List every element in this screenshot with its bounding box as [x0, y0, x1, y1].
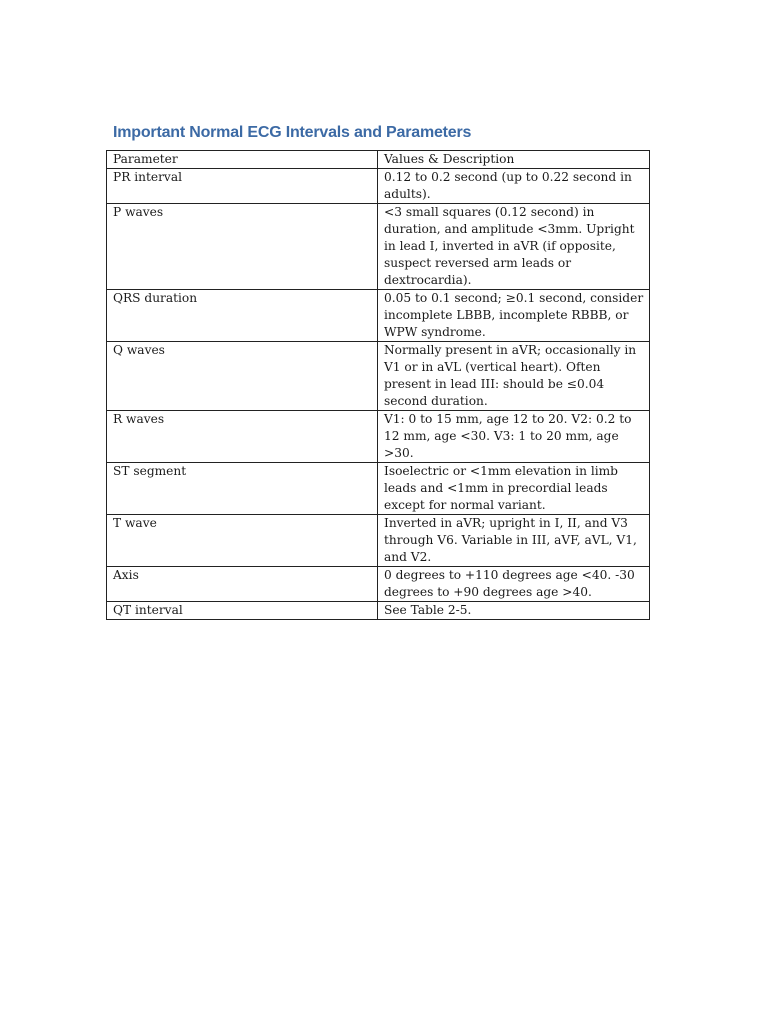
table-row — [107, 515, 650, 567]
table-row — [107, 290, 650, 342]
table-row — [107, 602, 650, 620]
description-cell: <3 small squares (0.12 second) in duration, and amplitude <3mm. Upright in lead I, inverted in aVR (if opposite, suspect reversed arm leads or dextrocardia). — [378, 204, 650, 290]
parameter-cell: Q waves — [107, 342, 378, 411]
description-cell: 0 degrees to +110 degrees age <40. -30 degrees to +90 degrees age >40. — [378, 567, 650, 602]
description-cell: Normally present in aVR; occasionally in V1 or in aVL (vertical heart). Often present in lead III: should be ≤0.04 second duration. — [378, 342, 650, 411]
description-cell: See Table 2-5. — [378, 602, 650, 620]
table-row — [107, 169, 650, 204]
parameter-cell: QT interval — [107, 602, 378, 620]
parameter-cell: ST segment — [107, 463, 378, 515]
column-header-parameter: Parameter — [107, 151, 378, 169]
parameter-cell: QRS duration — [107, 290, 378, 342]
table-row — [107, 463, 650, 515]
document-title: Important Normal ECG Intervals and Parameters — [113, 124, 472, 141]
description-cell: Inverted in aVR; upright in I, II, and V3 through V6. Variable in III, aVF, aVL, V1, and V2. — [378, 515, 650, 567]
parameter-cell: Axis — [107, 567, 378, 602]
parameter-cell: PR interval — [107, 169, 378, 204]
table-row — [107, 567, 650, 602]
description-cell: Isoelectric or <1mm elevation in limb leads and <1mm in precordial leads except for normal variant. — [378, 463, 650, 515]
ecg-parameters-table — [106, 150, 650, 620]
description-cell: V1: 0 to 15 mm, age 12 to 20. V2: 0.2 to 12 mm, age <30. V3: 1 to 20 mm, age >30. — [378, 411, 650, 463]
table-row — [107, 411, 650, 463]
parameter-cell: T wave — [107, 515, 378, 567]
parameter-cell: P waves — [107, 204, 378, 290]
table-header-row — [107, 151, 650, 169]
table-row — [107, 342, 650, 411]
column-header-values-description: Values & Description — [378, 151, 650, 169]
description-cell: 0.12 to 0.2 second (up to 0.22 second in adults). — [378, 169, 650, 204]
table-row — [107, 204, 650, 290]
parameter-cell: R waves — [107, 411, 378, 463]
description-cell: 0.05 to 0.1 second; ≥0.1 second, consider incomplete LBBB, incomplete RBBB, or WPW syndrome. — [378, 290, 650, 342]
